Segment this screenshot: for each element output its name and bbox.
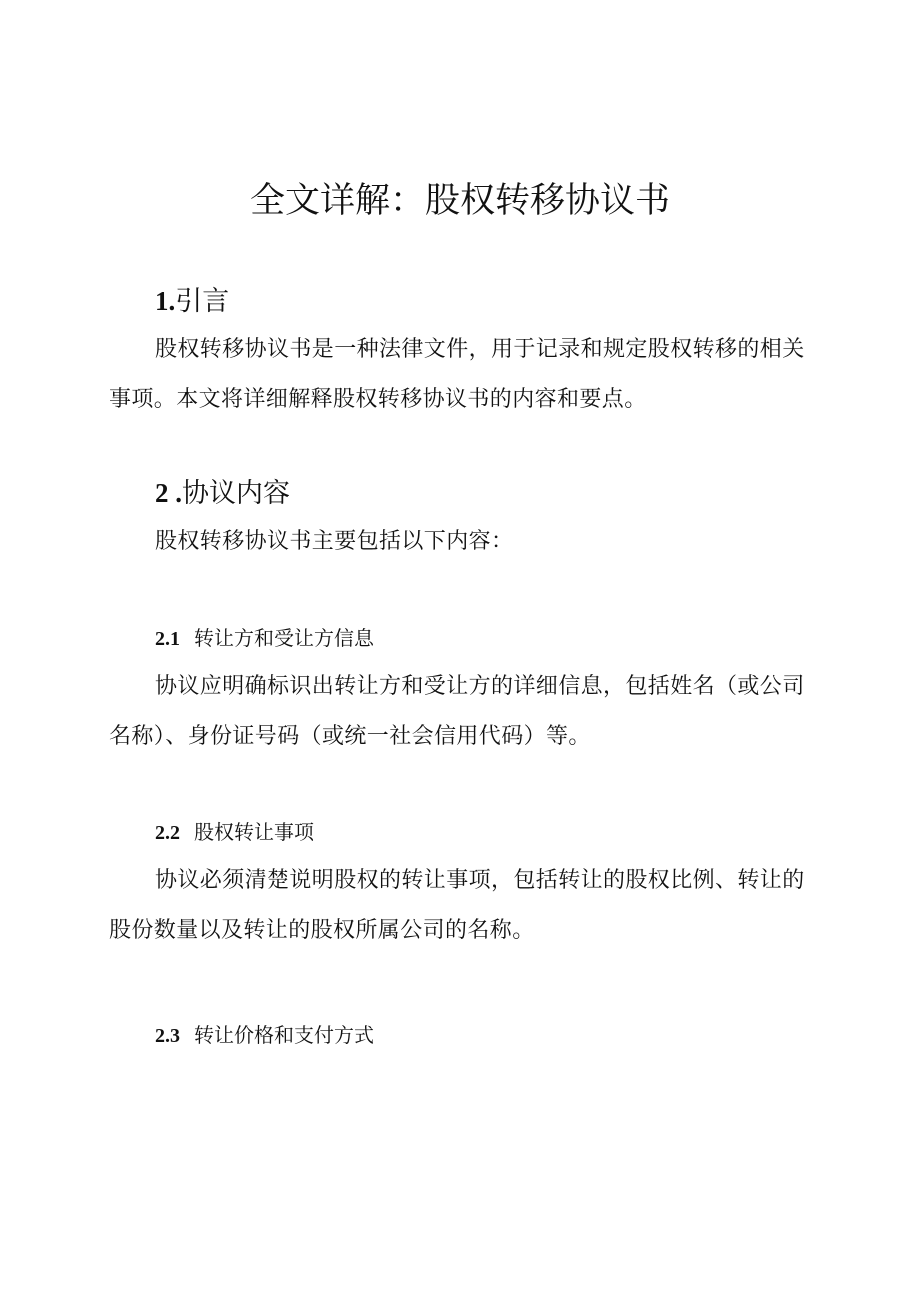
section-number: 1.: [155, 286, 176, 316]
section-number: 2 .: [155, 478, 182, 508]
subsection-heading-2-3: [155, 1021, 374, 1050]
document-title: 全文详解：股权转移协议书: [249, 181, 670, 221]
subsection-title: 转让方和受让方信息: [194, 626, 374, 650]
subsection-number: 2.3: [155, 1025, 180, 1047]
section-heading-2: [155, 475, 290, 512]
section-title: 引言: [175, 286, 230, 317]
section-paragraph-2: 股权转移协议书主要包括以下内容：: [155, 529, 514, 554]
subsection-number: 2.1: [155, 628, 180, 650]
subsection-number: 2.2: [155, 822, 180, 844]
subsection-paragraph-2-1: 协议应明确标识出转让方和受让方的详细信息，包括姓名（或公司名称）、身份证号码（或统一社会信用代码）等。: [109, 674, 805, 749]
section-title: 协议内容: [182, 478, 290, 509]
subsection-paragraph-2-2: 协议必须清楚说明股权的转让事项，包括转让的股权比例、转让的股份数量以及转让的股权所属公司的名称。: [109, 868, 805, 943]
subsection-heading-2-1: [155, 624, 374, 653]
section-paragraph-1: 股权转移协议书是一种法律文件，用于记录和规定股权转移的相关事项。本文将详细解释股权转移协议书的内容和要点。: [109, 337, 805, 412]
subsection-title: 股权转让事项: [194, 820, 314, 844]
subsection-title: 转让价格和支付方式: [194, 1023, 374, 1047]
subsection-heading-2-2: [155, 818, 314, 847]
section-heading-1: [155, 283, 229, 320]
